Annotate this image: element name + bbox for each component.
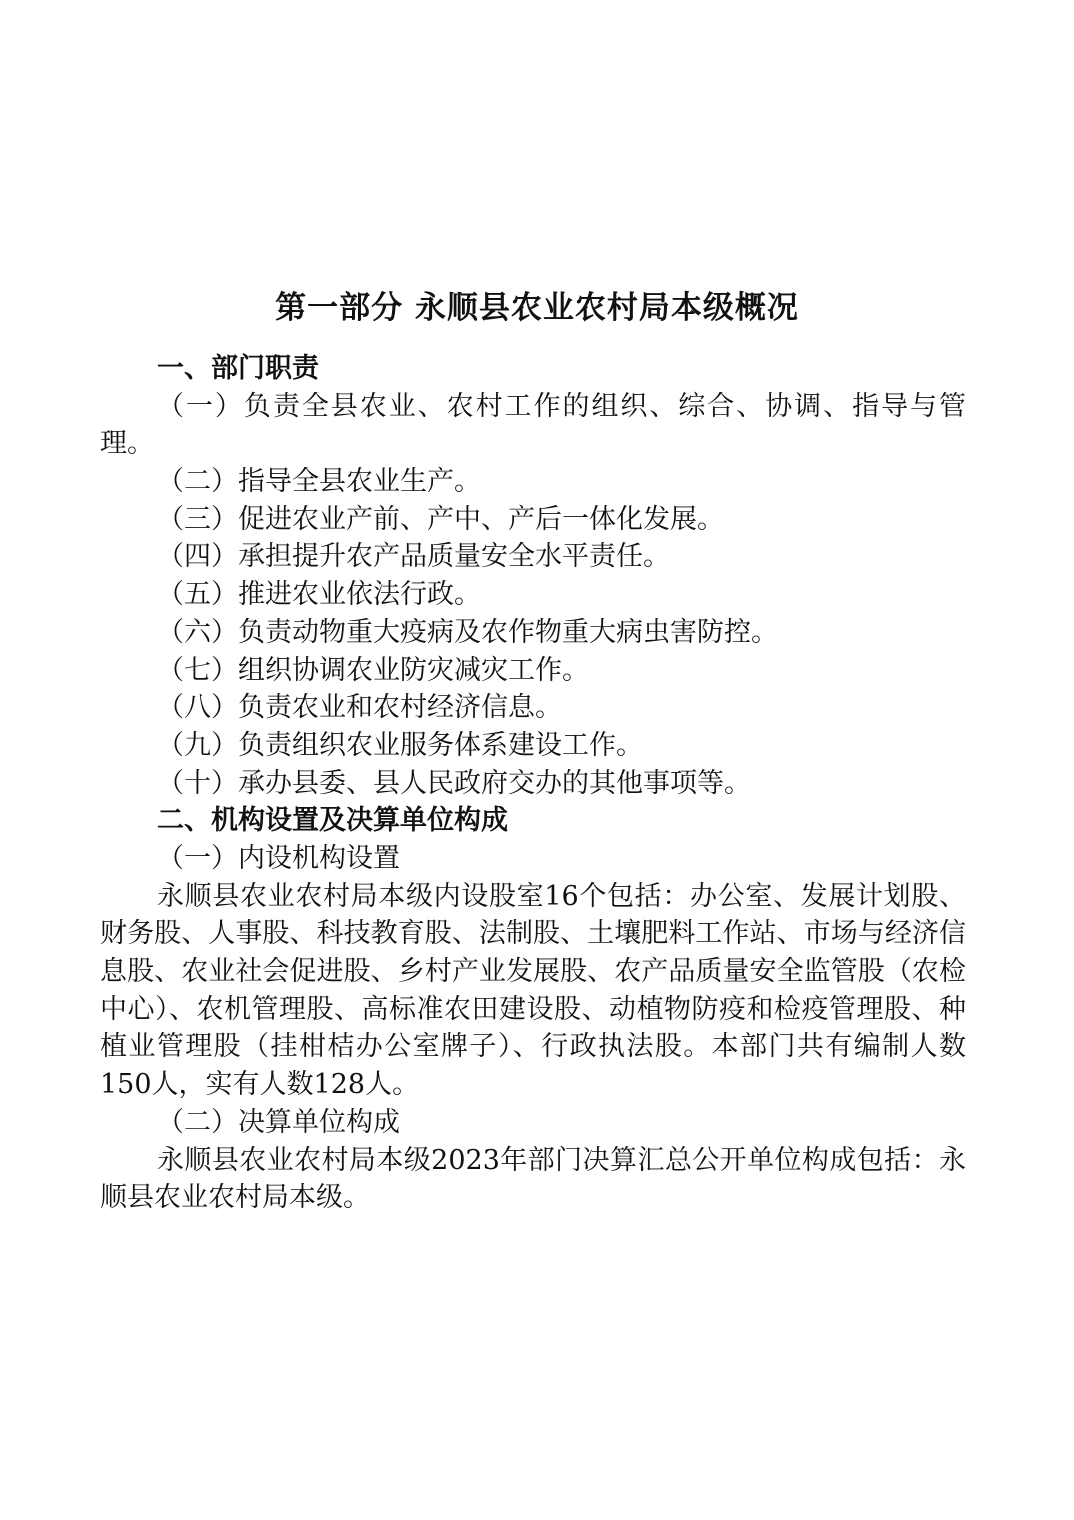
duty-item-5: （五）推进农业依法行政。 xyxy=(157,579,481,611)
duty-item-10: （十）承办县委、县人民政府交办的其他事项等。 xyxy=(157,767,751,799)
duty-item-4: （四）承担提升农产品质量安全水平责任。 xyxy=(157,541,670,573)
duty-item-6: （六）负责动物重大疫病及农作物重大病虫害防控。 xyxy=(157,616,778,648)
duty-item-7: （七）组织协调农业防灾减灾工作。 xyxy=(157,654,589,686)
subsection-heading-units: （二）决算单位构成 xyxy=(157,1106,400,1138)
duty-item-9: （九）负责组织农业服务体系建设工作。 xyxy=(157,729,643,761)
duty-item-1: （一）负责全县农业、农村工作的组织、综合、协调、指导与管理。 xyxy=(100,390,966,460)
duty-item-2: （二）指导全县农业生产。 xyxy=(157,466,481,498)
subsection-heading-internal: （一）内设机构设置 xyxy=(157,842,400,874)
duty-item-8: （八）负责农业和农村经济信息。 xyxy=(157,692,562,724)
internal-structure-paragraph: 永顺县农业农村局本级内设股室16个包括：办公室、发展计划股、财务股、人事股、科技教育股、法制股、土壤肥料工作站、市场与经济信息股、农业社会促进股、乡村产业发展股、农产品质量安全监管股（农检中心）、农机管理股、高标准农田建设股、动植物防疫和检疫管理股、种植业管理股（挂柑桔办公室牌子）、行政执法股。本部门共有编制人数150人，实有人数128人。 xyxy=(100,880,966,1101)
section-heading-duties: 一、部门职责 xyxy=(157,353,319,384)
duty-item-3: （三）促进农业产前、产中、产后一体化发展。 xyxy=(157,503,724,535)
section-heading-structure: 二、机构设置及决算单位构成 xyxy=(157,805,508,837)
units-paragraph: 永顺县农业农村局本级2023年部门决算汇总公开单位构成包括：永顺县农业农村局本级。 xyxy=(100,1144,966,1214)
document-body xyxy=(100,350,966,1217)
page-title: 第一部分 永顺县农业农村局本级概况 xyxy=(275,290,799,326)
